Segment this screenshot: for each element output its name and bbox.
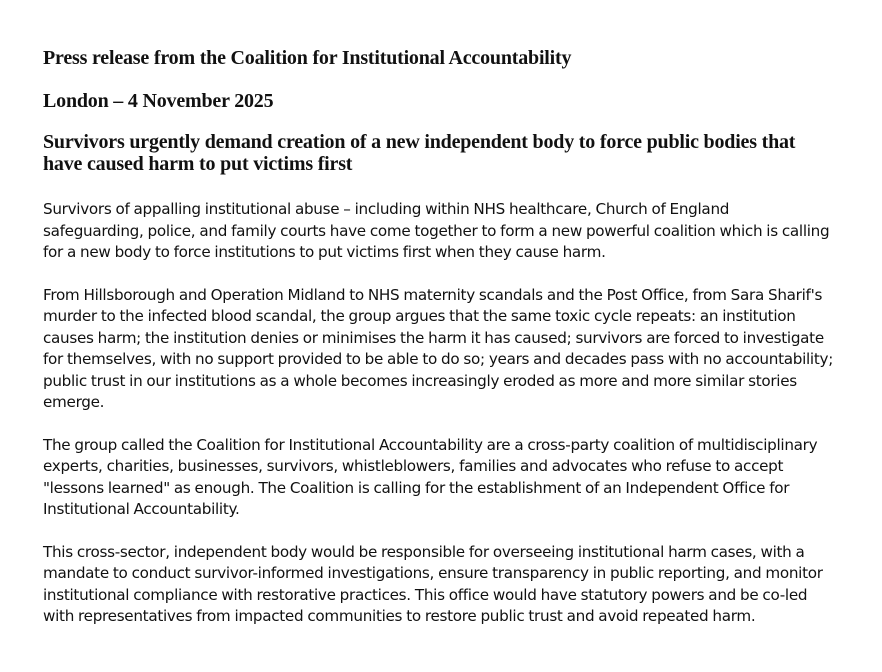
dateline: London – 4 November 2025 xyxy=(43,90,274,112)
body-paragraph-4: This cross-sector, independent body would be responsible for overseeing institutional harm cases, with a mandate to conduct survivor-informed investigations, ensure transparency in public reporting, and monitor institutional compliance with restorative practices. This office would have statutory powers and be co-led with representatives from impacted communities to restore public trust and avoid repeated harm. xyxy=(43,542,823,625)
body-paragraph-2: From Hillsborough and Operation Midland to NHS maternity scandals and the Post Office, from Sara Sharif's murder to the infected blood scandal, the group argues that the same toxic cycle repeats: an institution causes harm; the institution denies or minimises the harm it has caused; survivors are forced to investigate for themselves, with no support provided to be able to do so; years and decades pass with no accountability; public trust in our institutions as a whole becomes increasingly eroded as more and more similar stories emerge. xyxy=(43,285,834,411)
headline: Survivors urgently demand creation of a new independent body to force public bodies that have caused harm to put victims first xyxy=(43,131,796,175)
source-line: Press release from the Coalition for Institutional Accountability xyxy=(43,47,572,69)
press-release-document xyxy=(43,44,833,628)
body-paragraph-3: The group called the Coalition for Institutional Accountability are a cross-party coalition of multidisciplinary experts, charities, businesses, survivors, whistleblowers, families and advocates who refuse to accept "lessons learned" as enough. The Coalition is calling for the establishment of an Independent Office for Institutional Accountability. xyxy=(43,435,818,518)
body-paragraph-1: Survivors of appalling institutional abuse – including within NHS healthcare, Church of England safeguarding, police, and family courts have come together to form a new powerful coalition which is calling for a new body to force institutions to put victims first when they cause harm. xyxy=(43,200,830,261)
